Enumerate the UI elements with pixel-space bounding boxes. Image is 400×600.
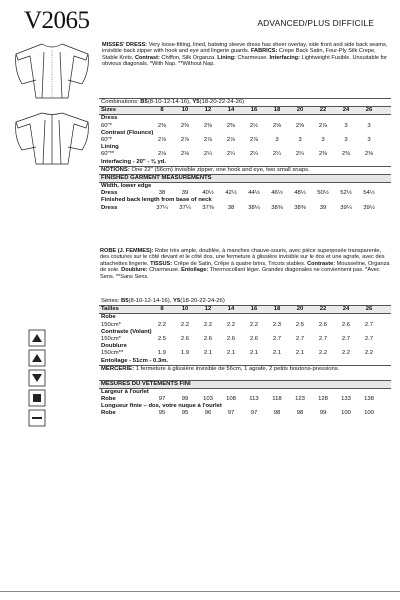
mercerie-row bbox=[99, 365, 391, 380]
interfacing-text: Lightweight Fusible. Unsuitable for obvious diagonals. *With Nap. **Without Nap. bbox=[102, 54, 388, 68]
size-cell: 20 bbox=[296, 306, 304, 313]
doublure-text: Charmeuse. bbox=[147, 267, 182, 274]
size-cell: 16 bbox=[250, 306, 258, 313]
doublure-label-row bbox=[99, 343, 391, 350]
series-label: Séries: bbox=[101, 298, 120, 304]
lining-label-row bbox=[99, 144, 391, 151]
measure-cell: 37⅜ bbox=[202, 204, 214, 211]
entoilage-label: Entoilage: bbox=[181, 267, 209, 274]
metrage-cell: 2.7 bbox=[272, 335, 282, 342]
description-english bbox=[102, 42, 388, 68]
contraste-label: Contraste: bbox=[307, 260, 336, 267]
legend-box-icon bbox=[29, 370, 45, 386]
metrage-cell: 2.7 bbox=[318, 335, 328, 342]
yardage-cell: 3 bbox=[298, 136, 302, 143]
measure-cell: 97 bbox=[227, 410, 235, 417]
yardage-cell: 3 bbox=[321, 136, 325, 143]
yardage-table-french bbox=[99, 298, 391, 418]
combo-y5-sizes: (18-20-22-24-26) bbox=[199, 99, 245, 105]
yardage-table-english bbox=[99, 98, 391, 212]
metrage-cell: 2.2 bbox=[249, 321, 259, 328]
mercerie-label: MERCERIE: bbox=[101, 365, 135, 372]
measure-cell: 100 bbox=[364, 410, 374, 417]
measure-cell: 39½ bbox=[363, 204, 375, 211]
metrage-cell: 2.7 bbox=[341, 335, 351, 342]
yardage-cell: 3 bbox=[367, 136, 371, 143]
measure-cell: 38⅜ bbox=[294, 204, 306, 211]
legend-box-icon bbox=[29, 410, 45, 426]
lining-text: Charmeuse. bbox=[235, 54, 270, 61]
combo-b5-sizes: (8-10-12-14-16), bbox=[147, 99, 193, 105]
contraste-label-row bbox=[99, 329, 391, 336]
fabric-width: 150cm* bbox=[101, 321, 121, 328]
longueur-label: Longueur finie – dos, votre nuque à l'ourlet bbox=[101, 403, 222, 410]
yardage-cell: 2⅝ bbox=[272, 122, 282, 129]
measure-cell: 133 bbox=[341, 396, 351, 403]
metrage-cell: 2.6 bbox=[249, 335, 259, 342]
metrage-cell: 2.2 bbox=[180, 321, 190, 328]
finished-measurements-title: FINISHED GARMENT MEASUREMENTS bbox=[99, 174, 391, 183]
length-row-label: Dress bbox=[101, 204, 118, 211]
dress-front-sketch bbox=[12, 40, 92, 106]
combo-y5-fr: Y5 bbox=[173, 298, 181, 304]
contraste-volant-label: Contraste (Volant) bbox=[101, 328, 152, 335]
size-cell: 10 bbox=[181, 306, 189, 313]
size-cell: 18 bbox=[273, 306, 281, 313]
yardage-cell: 2⅜ bbox=[180, 122, 190, 129]
entoilage-metrage: Entoilage - 51cm - 0.3m. bbox=[101, 357, 169, 364]
width-lower-edge-label: Width, lower edge bbox=[101, 183, 152, 190]
measure-cell: 40½ bbox=[202, 190, 214, 197]
largeur-label-row bbox=[99, 389, 391, 396]
measure-cell: 37¼ bbox=[156, 204, 168, 211]
robe-label: Robe bbox=[101, 314, 116, 321]
metrage-cell: 2.2 bbox=[318, 350, 328, 357]
yardage-cell: 2⅜ bbox=[157, 122, 167, 129]
metrage-cell: 2.1 bbox=[272, 350, 282, 357]
yardage-cell: 3 bbox=[367, 122, 371, 129]
yardage-cell: 2⅜ bbox=[203, 122, 213, 129]
tissus-label: TISSUS: bbox=[150, 260, 173, 267]
yardage-cell: 2⅜ bbox=[364, 151, 374, 158]
lining-label: Lining bbox=[101, 144, 119, 151]
longueur-label-row bbox=[99, 403, 391, 410]
measure-cell: 38¼ bbox=[248, 204, 260, 211]
contrast-text: Chiffon, Silk Organza. bbox=[159, 54, 218, 61]
measure-cell: 97 bbox=[250, 410, 258, 417]
combinations-row bbox=[99, 98, 391, 106]
legend-box-icon bbox=[29, 390, 45, 406]
interfacing-row bbox=[99, 159, 391, 166]
measure-cell: 38⅜ bbox=[271, 204, 283, 211]
series-row bbox=[99, 298, 391, 305]
measure-cell: 44½ bbox=[248, 190, 260, 197]
longueur-row-label: Robe bbox=[101, 410, 116, 417]
mercerie-text: 1 fermeture à glissière invisible de 56cm, 1 agrafe, 2 petits boutons-pressions. bbox=[134, 365, 340, 372]
back-length-label: Finished back length from base of neck bbox=[101, 197, 212, 204]
yardage-cell: 2⅜ bbox=[341, 151, 351, 158]
size-cell: 26 bbox=[365, 306, 373, 313]
metrage-cell: 2.1 bbox=[295, 350, 305, 357]
description-body-fr: Robe très ample, doublée, à manches chauve-souris, avec pièce superposée transparente, des coutures sur le côté devant et le côté dos, une fermeture à glissière invisible sur le dos et une agrafe, avec des attachettes lingerie. bbox=[100, 248, 385, 267]
measure-cell: 128 bbox=[318, 396, 328, 403]
size-cell: 12 bbox=[204, 306, 212, 313]
yardage-cell: 2⅛ bbox=[180, 151, 190, 158]
measure-cell: 52½ bbox=[340, 190, 352, 197]
metrage-cell: 2.7 bbox=[364, 321, 374, 328]
yardage-cell: 2¼ bbox=[272, 151, 282, 158]
measure-cell: 98 bbox=[273, 410, 281, 417]
metrage-cell: 2.1 bbox=[203, 350, 213, 357]
metrage-cell: 2.7 bbox=[295, 335, 305, 342]
metrage-cell: 2.5 bbox=[295, 321, 305, 328]
dress-yardage-row bbox=[99, 123, 391, 130]
yardage-cell: 2½ bbox=[249, 122, 259, 129]
sizes-label: Sizes bbox=[101, 107, 117, 114]
metrage-cell: 2.6 bbox=[203, 335, 213, 342]
interfacing-yardage: Interfacing - 20" - ⅜ yd. bbox=[101, 158, 166, 165]
size-cell: 16 bbox=[250, 107, 258, 114]
doublure-metrage-row bbox=[99, 350, 391, 357]
metrage-cell: 2.6 bbox=[318, 321, 328, 328]
yardage-cell: 2⅜ bbox=[226, 122, 236, 129]
longueur-row bbox=[99, 410, 391, 417]
measure-cell: 98 bbox=[296, 410, 304, 417]
description-lead-fr: ROBE (J. FEMMES): bbox=[100, 248, 154, 254]
width-row-label: Dress bbox=[101, 190, 118, 197]
measure-cell: 46½ bbox=[271, 190, 283, 197]
layout-legend-strip bbox=[26, 326, 48, 436]
contrast-label-row bbox=[99, 130, 391, 137]
size-cell: 20 bbox=[296, 107, 304, 114]
fabric-width: 150cm* bbox=[101, 335, 121, 342]
yardage-cell: 2⅛ bbox=[157, 151, 167, 158]
doublure-label: Doublure: bbox=[121, 267, 148, 274]
yardage-cell: 2¼ bbox=[249, 151, 259, 158]
yardage-cell: 2¼ bbox=[203, 151, 213, 158]
size-cell: 22 bbox=[319, 107, 327, 114]
lining-yardage-row bbox=[99, 151, 391, 158]
yardage-cell: 2¼ bbox=[295, 151, 305, 158]
size-cell: 8 bbox=[160, 306, 164, 313]
description-french bbox=[100, 248, 390, 280]
mesures-title: MESURES DU VÊTEMENTS FINI bbox=[99, 380, 391, 389]
yardage-cell: 3 bbox=[344, 136, 348, 143]
largeur-row-label: Robe bbox=[101, 396, 116, 403]
width-row bbox=[99, 190, 391, 197]
yardage-cell: 2⅝ bbox=[295, 122, 305, 129]
pattern-number: V2065 bbox=[24, 7, 90, 34]
notions-text: One 22" (56cm) invisible zipper, one hook and eye, two small snaps. bbox=[129, 166, 310, 173]
size-cell: 24 bbox=[342, 107, 350, 114]
fabric-width: 60"* bbox=[101, 122, 112, 129]
metrage-cell: 2.6 bbox=[180, 335, 190, 342]
size-cell: 24 bbox=[342, 306, 350, 313]
tailles-label: Tailles bbox=[101, 306, 119, 313]
fabric-width: 60"** bbox=[101, 151, 115, 158]
sizes-header-row bbox=[99, 106, 391, 115]
yardage-cell: 2⅜ bbox=[318, 151, 328, 158]
combinations-label: Combinations: bbox=[101, 99, 139, 105]
size-cell: 18 bbox=[273, 107, 281, 114]
size-cell: 22 bbox=[319, 306, 327, 313]
dress-label-row bbox=[99, 115, 391, 122]
combo-y5: Y5 bbox=[192, 99, 200, 105]
contraste-text: Mousseline, Organza de soie. bbox=[100, 260, 390, 274]
yardage-cell: 2⅞ bbox=[180, 136, 190, 143]
length-label-row bbox=[99, 197, 391, 204]
metrage-cell: 2.1 bbox=[249, 350, 259, 357]
metrage-cell: 2.2 bbox=[341, 350, 351, 357]
measure-cell: 39 bbox=[181, 190, 189, 197]
metrage-cell: 2.5 bbox=[157, 335, 167, 342]
metrage-cell: 1.9 bbox=[180, 350, 190, 357]
measure-cell: 99 bbox=[319, 410, 327, 417]
measure-cell: 39¼ bbox=[340, 204, 352, 211]
lining-label: Lining: bbox=[217, 54, 236, 61]
size-cell: 10 bbox=[181, 107, 189, 114]
entoilage-text: Thermocollant léger. Grandes diagonales ne conviennent pas. *Avec Sens. **Sans Sens. bbox=[100, 267, 380, 280]
metrage-cell: 2.2 bbox=[364, 350, 374, 357]
description-body: Very loose-fitting, lined, batwing sleeve dress has sheer overlay, side front and side back seams, invisible back zipper with hook and eye and lingerie guards. bbox=[102, 42, 388, 55]
combo-y5-sizes-fr: (18-20-22-24-26) bbox=[180, 298, 225, 304]
metrage-cell: 1.9 bbox=[157, 350, 167, 357]
size-cell: 8 bbox=[160, 107, 164, 114]
measure-cell: 100 bbox=[341, 410, 351, 417]
combo-b5-fr: B5 bbox=[120, 298, 129, 304]
fabrics-label: FABRICS: bbox=[250, 48, 278, 55]
header bbox=[24, 7, 380, 34]
size-cell: 26 bbox=[365, 107, 373, 114]
measure-cell: 123 bbox=[295, 396, 305, 403]
measure-cell: 38 bbox=[158, 190, 166, 197]
doublure-label: Doublure bbox=[101, 343, 127, 350]
description-lead: MISSES' DRESS: bbox=[102, 42, 148, 48]
size-cell: 12 bbox=[204, 107, 212, 114]
size-cell: 14 bbox=[227, 306, 235, 313]
yardage-cell: 2⅞ bbox=[203, 136, 213, 143]
legend-box-icon bbox=[29, 350, 45, 366]
metrage-cell: 2.7 bbox=[364, 335, 374, 342]
metrage-cell: 2.2 bbox=[203, 321, 213, 328]
largeur-row bbox=[99, 396, 391, 403]
fabric-width: 150cm** bbox=[101, 350, 124, 357]
notions-label: NOTIONS: bbox=[101, 166, 130, 173]
fabric-width: 60"* bbox=[101, 136, 112, 143]
combo-b5: B5 bbox=[140, 99, 148, 105]
yardage-cell: 3 bbox=[344, 122, 348, 129]
dress-back-sketch bbox=[12, 110, 92, 170]
measure-cell: 50½ bbox=[317, 190, 329, 197]
metrage-cell: 2.2 bbox=[157, 321, 167, 328]
interfacing-label: Interfacing: bbox=[269, 54, 300, 61]
tailles-header-row bbox=[99, 305, 391, 314]
yardage-cell: 3 bbox=[275, 136, 279, 143]
measure-cell: 118 bbox=[272, 396, 282, 403]
contrast-label: Contrast: bbox=[134, 54, 160, 61]
measure-cell: 42½ bbox=[225, 190, 237, 197]
measure-cell: 54½ bbox=[363, 190, 375, 197]
yardage-cell: 2¼ bbox=[226, 151, 236, 158]
entoilage-row bbox=[99, 358, 391, 365]
measure-cell: 97 bbox=[158, 396, 166, 403]
measure-cell: 108 bbox=[226, 396, 236, 403]
measure-cell: 95 bbox=[181, 410, 189, 417]
contrast-flounce-label: Contrast (Flounce) bbox=[101, 129, 154, 136]
metrage-cell: 2.1 bbox=[226, 350, 236, 357]
combo-b5-sizes-fr: (8-10-12-14-16), bbox=[128, 298, 174, 304]
tissus-text: Crêpe de Satin, Crêpe à quatre brins, Tricots stables. bbox=[172, 260, 308, 267]
contraste-metrage-row bbox=[99, 336, 391, 343]
measure-cell: 103 bbox=[203, 396, 213, 403]
metrage-cell: 2.2 bbox=[226, 321, 236, 328]
metrage-cell: 2.6 bbox=[341, 321, 351, 328]
yardage-cell: 2⅞ bbox=[318, 122, 328, 129]
robe-label-row bbox=[99, 314, 391, 321]
length-row bbox=[99, 205, 391, 212]
measure-cell: 95 bbox=[158, 410, 166, 417]
measure-cell: 138 bbox=[364, 396, 374, 403]
measure-cell: 99 bbox=[181, 396, 189, 403]
measure-cell: 39 bbox=[319, 204, 327, 211]
yardage-cell: 2⅞ bbox=[226, 136, 236, 143]
yardage-cell: 2⅞ bbox=[157, 136, 167, 143]
largeur-label: Largeur à l'ourlet bbox=[101, 388, 149, 395]
size-cell: 14 bbox=[227, 107, 235, 114]
dress-label: Dress bbox=[101, 115, 118, 122]
yardage-cell: 2⅞ bbox=[249, 136, 259, 143]
page-bottom-rule bbox=[0, 591, 400, 592]
robe-metrage-row bbox=[99, 322, 391, 329]
measure-cell: 96 bbox=[204, 410, 212, 417]
measure-cell: 38 bbox=[227, 204, 235, 211]
legend-box-icon bbox=[29, 330, 45, 346]
contrast-yardage-row bbox=[99, 137, 391, 144]
measure-cell: 37¼ bbox=[179, 204, 191, 211]
measure-cell: 48½ bbox=[294, 190, 306, 197]
difficulty-level: ADVANCED/PLUS DIFFICILE bbox=[257, 18, 374, 28]
metrage-cell: 2.3 bbox=[272, 321, 282, 328]
measure-cell: 113 bbox=[249, 396, 259, 403]
notions-row bbox=[99, 166, 391, 174]
metrage-cell: 2.6 bbox=[226, 335, 236, 342]
fabrics-text: Crepe Back Satin, Four-Ply Silk Crepe, Stable Knits. bbox=[102, 48, 376, 61]
